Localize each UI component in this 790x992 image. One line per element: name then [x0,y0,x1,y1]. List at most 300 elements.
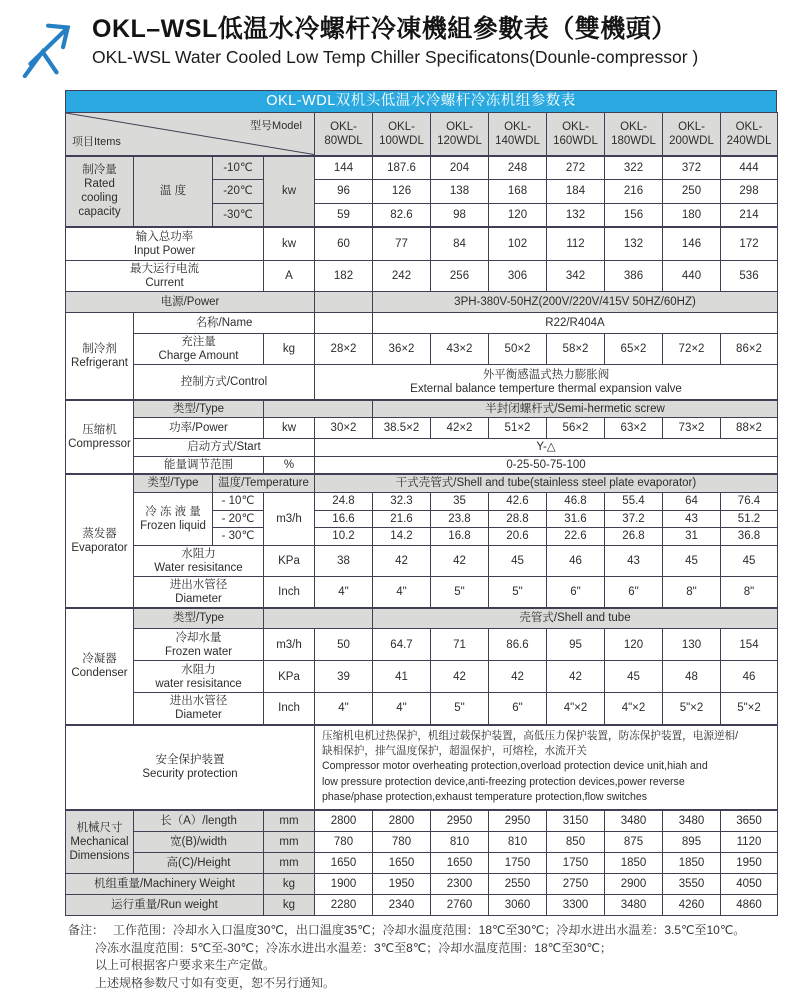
value-cell: 4" [373,693,431,725]
value-cell: 172 [721,227,778,261]
row-width [66,832,778,853]
cell-line: Current [145,277,184,290]
value-cell: 5" [431,693,489,725]
value-cell: 50 [315,629,373,661]
row-evap-water-resistance [66,545,778,576]
value-cell: 875 [605,832,663,853]
value-cell: 38 [315,545,373,576]
unit-kpa: KPa [264,545,315,576]
label-temp-minus20: - 20℃ [213,510,264,527]
cell-line: 最大运行电流 [130,263,199,275]
value-cell: 28.8 [489,510,547,527]
row-control [66,365,778,400]
label-run-weight: 运行重量/Run weight [66,895,264,916]
value-cell: 96 [315,180,373,204]
value-cell: 1120 [721,832,778,853]
value-cell: 4"×2 [605,693,663,725]
note-line: 上述规格参数尺寸如有变更，恕不另行通知。 [95,975,336,990]
value-cell: 2800 [373,810,431,832]
arrow-up-right-icon [22,20,78,78]
unit-m3h: m3/h [264,492,315,545]
cell-line: Charge Amount [158,350,239,363]
value-cell: 8" [663,576,721,608]
model-label: 型号Model [250,120,302,132]
value-cell: 2300 [431,874,489,895]
label-temp-minus30: - 30℃ [213,527,264,545]
value-cell: 14.2 [373,527,431,545]
row-machinery-weight [66,874,778,895]
row-evap-diameter [66,576,778,608]
label-width: 宽(B)/width [134,832,264,853]
page-subtitle: OKL-WSL Water Cooled Low Temp Chiller Specificatons(Dounle-compressor ) [92,47,699,67]
note-line [68,922,777,940]
cell-line: 压缩机 [82,423,117,436]
value-cell: 536 [721,261,778,292]
value-cell: 182 [315,261,373,292]
value-cell: 1650 [373,853,431,874]
group-refrigerant [66,313,134,400]
value-cell: 154 [721,629,778,661]
value-cell: 42 [489,661,547,693]
value-cell: 3150 [547,810,605,832]
row-condenser-type [66,608,778,629]
value-cell: 63×2 [605,417,663,438]
value-cell: 2950 [431,810,489,832]
value-cell: 306 [489,261,547,292]
value-cell: 372 [663,156,721,180]
value-cell: 168 [489,180,547,204]
value-cell: 810 [431,832,489,853]
value-cell: 1650 [315,853,373,874]
cell-line: Security protection [142,768,238,781]
value-cell: 46 [547,545,605,576]
value-cell: 71 [431,629,489,661]
value-cell: 1750 [489,853,547,874]
empty-cell [315,292,373,313]
value-cell: 120 [605,629,663,661]
notes [68,922,777,992]
cell-line: 冷凝器 [82,653,117,666]
label-compressor-power: 功率/Power [134,417,264,438]
unit-mm: mm [264,810,315,832]
cell-line: phase/phase protection,exhaust temperature protection,flow switches [322,791,648,804]
value-cell: 43 [663,510,721,527]
unit-inch: Inch [264,693,315,725]
value-cell: 72×2 [663,334,721,365]
value-cell: 1750 [547,853,605,874]
value-cell: 46 [721,661,778,693]
value-cell: 132 [605,227,663,261]
value-cell: 45 [489,545,547,576]
empty-cell [264,400,373,418]
value-cell: 780 [373,832,431,853]
value-cell: 5"×2 [663,693,721,725]
value-cell: 256 [431,261,489,292]
row-run-weight [66,895,778,916]
value-cell: 3480 [605,895,663,916]
group-compressor [66,400,134,475]
value-cell: 112 [547,227,605,261]
value-cell: 43 [605,545,663,576]
value-cell: 1850 [663,853,721,874]
cell-line: Compressor motor overheating protection,overload protection device unit,hiah and [322,760,708,773]
value-cell: 36×2 [373,334,431,365]
label-type: 类型/Type [134,474,213,492]
value-cell: 2280 [315,895,373,916]
cell-line: 制冷量 [82,163,117,176]
value-cell: 386 [605,261,663,292]
cell-line: 充注量 [181,336,216,349]
note-text: 工作范围：冷却水入口温度30℃，出口温度35℃；冷却水温度范围：18℃至30℃；冷却水进出水温差：3.5℃至10℃。 [113,923,746,938]
value-cell: 22.6 [547,527,605,545]
value-cell: 120 [489,204,547,227]
value-cell: 322 [605,156,663,180]
label-diameter [134,576,264,608]
value-cell: 2800 [315,810,373,832]
value-cell: 82.6 [373,204,431,227]
value-cell: 46.8 [547,492,605,510]
spec-table [65,112,778,916]
value-cell: 180 [663,204,721,227]
cell-line: Refrigerant [71,356,128,369]
label-charge-amount [134,334,264,365]
cell-line: Evaporator [71,541,128,554]
value-cell: 6" [547,576,605,608]
cell-line: Compressor [68,437,131,450]
value-cell: 84 [431,227,489,261]
group-mechanical-dimensions [66,810,134,874]
unit-mm: mm [264,832,315,853]
row-start-mode [66,438,778,456]
column-header-okl-140wdl: OKL- 140WDL [489,113,547,156]
value-cell: 2340 [373,895,431,916]
value-cell: 98 [431,204,489,227]
unit-m3h: m3/h [264,629,315,661]
row-input-power [66,227,778,261]
cell-line: Water resisitance [154,561,243,574]
value-start: Y-△ [315,438,778,456]
value-cell: 130 [663,629,721,661]
column-header-okl-180wdl: OKL- 180WDL [605,113,663,156]
row-security-protection [66,725,778,810]
cell-line: 进出水管径 [169,578,228,591]
label-temp-minus10: -10℃ [213,156,264,180]
label-type: 类型/Type [134,400,264,418]
row-compressor-power [66,417,778,438]
value-cell: 780 [315,832,373,853]
label-current [66,261,264,292]
row-cond-water-resistance [66,661,778,693]
column-header-okl-100wdl: OKL- 100WDL [373,113,431,156]
row-compressor-type [66,400,778,418]
value-cell: 126 [373,180,431,204]
label-input-power [66,227,264,261]
label-control: 控制方式/Control [134,365,315,400]
value-cell: 2760 [431,895,489,916]
label-temp-minus30: -30℃ [213,204,264,227]
value-cell: 1650 [431,853,489,874]
value-cell: 4" [315,693,373,725]
value-cell: 28×2 [315,334,373,365]
label-cooling-water [134,629,264,661]
value-cell: 42 [431,545,489,576]
unit-percent: % [264,456,315,474]
value-cell: 56×2 [547,417,605,438]
value-cell: 2950 [489,810,547,832]
value-cell: 1850 [605,853,663,874]
column-header-okl-120wdl: OKL- 120WDL [431,113,489,156]
value-cell: 31 [663,527,721,545]
model-header-row [66,113,778,156]
label-water-resistance [134,661,264,693]
value-cell: 3060 [489,895,547,916]
value-cell: 298 [721,180,778,204]
label-frozen-liquid [134,492,213,545]
value-cell: 3300 [547,895,605,916]
column-header-okl-160wdl: OKL- 160WDL [547,113,605,156]
value-cell: 156 [605,204,663,227]
value-cell: 242 [373,261,431,292]
column-header-okl-200wdl: OKL- 200WDL [663,113,721,156]
value-cell: 3650 [721,810,778,832]
group-evaporator [66,474,134,608]
cell-line: 安全保护装置 [155,754,225,767]
value-cell: 73×2 [663,417,721,438]
value-cell: 6" [489,693,547,725]
value-cell: 42 [431,661,489,693]
value-cell: 1900 [315,874,373,895]
row-current [66,261,778,292]
unit-kw: kw [264,227,315,261]
value-cell: 204 [431,156,489,180]
value-cell: 30×2 [315,417,373,438]
value-cell: 250 [663,180,721,204]
value-cell: 48 [663,661,721,693]
row-cond-diameter [66,693,778,725]
label-energy-range: 能量调节范围 [134,456,264,474]
cell-line: 蒸发器 [82,527,117,540]
row-evaporator-type [66,474,778,492]
value-cell: 16.6 [315,510,373,527]
value-cell: 45 [605,661,663,693]
value-cell: 4" [315,576,373,608]
value-cell: 37.2 [605,510,663,527]
value-cell: 138 [431,180,489,204]
row-height [66,853,778,874]
row-length [66,810,778,832]
value-cell: 50×2 [489,334,547,365]
unit-mm: mm [264,853,315,874]
value-cell: 146 [663,227,721,261]
value-cell: 26.8 [605,527,663,545]
cell-line: Condenser [71,667,128,680]
label-temperature-col: 温度/Temperature [213,474,315,492]
cell-line: 机械尺寸 [76,821,123,834]
row-frozen-liquid-minus10 [66,492,778,510]
value-cell: 42 [547,661,605,693]
value-cell: 24.8 [315,492,373,510]
cell-line: capacity [78,206,121,219]
value-cell: 2750 [547,874,605,895]
title-block [92,14,698,68]
row-power-supply [66,292,778,313]
value-cell: 95 [547,629,605,661]
label-length: 长（A）/length [134,810,264,832]
unit-a: A [264,261,315,292]
unit-inch: Inch [264,576,315,608]
value-cell: 2900 [605,874,663,895]
value-cell: 42.6 [489,492,547,510]
cell-line: External balance temperture thermal expansion valve [410,382,682,395]
value-cell: 1950 [721,853,778,874]
items-label: 项目Items [72,136,121,149]
group-rated-cooling-capacity [66,156,134,227]
table-title-bar: OKL-WDL双机头低温水冷螺杆冷冻机组参数表 [65,90,777,112]
unit-kw: kw [264,156,315,227]
cell-line: 冷却水量 [175,631,222,644]
value-cell: 64.7 [373,629,431,661]
value-cell: 58×2 [547,334,605,365]
label-start: 启动方式/Start [134,438,315,456]
cell-line: Frozen liquid [140,519,206,532]
value-cell: 88×2 [721,417,778,438]
value-evaporator-type: 干式壳管式/Shell and tube(stainless steel plate evaporator) [315,474,778,492]
row-refrigerant-name [66,313,778,334]
cell-line: water resisitance [155,677,242,690]
cell-line: Rated [84,177,115,190]
column-header-okl-240wdl: OKL- 240WDL [721,113,778,156]
value-cell: 895 [663,832,721,853]
value-cell: 65×2 [605,334,663,365]
label-temperature: 温 度 [134,156,213,227]
value-cell: 38.5×2 [373,417,431,438]
spec-sheet [65,90,777,992]
value-control [315,365,778,400]
note-line: 以上可根据客户要求来生产定做。 [95,958,276,973]
value-cell: 4"×2 [547,693,605,725]
value-cell: 20.6 [489,527,547,545]
value-cell: 214 [721,204,778,227]
value-cell: 59 [315,204,373,227]
value-cell: 10.2 [315,527,373,545]
value-cell: 850 [547,832,605,853]
cell-line: Input Power [133,244,196,257]
value-cell: 16.8 [431,527,489,545]
value-cell: 51×2 [489,417,547,438]
note-line: 冷冻水温度范围：5℃至-30℃；冷冻水进出水温差：3℃至8℃；冷却水温度范围：18℃至30℃； [95,940,612,955]
value-cell: 36.8 [721,527,778,545]
unit-kg: kg [264,874,315,895]
cell-line: Diameter [175,709,222,722]
label-temp-minus20: -20℃ [213,180,264,204]
label-height: 高(C)/Height [134,853,264,874]
label-water-resistance [134,545,264,576]
unit-kg: kg [264,334,315,365]
label-diameter [134,693,264,725]
cell-line: Frozen water [164,645,233,658]
value-cell: 64 [663,492,721,510]
value-cell: 184 [547,180,605,204]
unit-kpa: KPa [264,661,315,693]
group-condenser [66,608,134,725]
value-cell: 248 [489,156,547,180]
value-cell: 2550 [489,874,547,895]
cell-line: 制冷剂 [82,342,117,355]
value-cell: 60 [315,227,373,261]
value-cell: 35 [431,492,489,510]
value-cell: 77 [373,227,431,261]
value-cell: 4" [373,576,431,608]
label-temp-minus10: - 10℃ [213,492,264,510]
value-cell: 144 [315,156,373,180]
spec-table-body [66,156,778,916]
column-header-okl-80wdl: OKL- 80WDL [315,113,373,156]
value-cell: 42 [373,545,431,576]
value-cell: 86×2 [721,334,778,365]
value-cell: 21.6 [373,510,431,527]
cell-line: low pressure protection device,anti-freezing protection devices,power reverse [322,775,685,788]
cell-line: Mechanical [70,835,129,848]
cell-line: 缺相保护，排气温度保护，超温保护，可熔栓，水流开关 [322,745,587,758]
row-cooling-water [66,629,778,661]
value-cell: 51.2 [721,510,778,527]
row-cooling-minus10 [66,156,778,180]
cell-line: 水阻力 [181,547,216,560]
value-cell: 272 [547,156,605,180]
value-condenser-type: 壳管式/Shell and tube [373,608,778,629]
value-cell: 216 [605,180,663,204]
value-cell: 3480 [605,810,663,832]
cell-line: 冷 冻 液 量 [145,505,201,518]
value-cell: 4260 [663,895,721,916]
value-cell: 5"×2 [721,693,778,725]
value-cell: 5" [431,576,489,608]
value-cell: 6" [605,576,663,608]
value-cell: 187.6 [373,156,431,180]
value-cell: 810 [489,832,547,853]
cell-line: 输入总功率 [135,230,194,243]
value-power-supply: 3PH-380V-50HZ(200V/220V/415V 50HZ/60HZ) [373,292,778,313]
value-cell: 4050 [721,874,778,895]
items-model-corner-cell [66,113,315,156]
empty-cell [264,608,373,629]
value-cell: 42×2 [431,417,489,438]
cell-line: 压缩机电机过热保护，机组过载保护装置，高低压力保护装置，防冻保护装置，电源逆相/ [322,729,739,742]
row-charge-amount [66,334,778,365]
label-name: 名称/Name [134,313,315,334]
value-cell: 45 [721,545,778,576]
cell-line: Diameter [175,592,222,605]
label-security-protection [66,725,315,810]
value-compressor-type: 半封闭螺杆式/Semi-hermetic screw [373,400,778,418]
value-cell: 23.8 [431,510,489,527]
label-machinery-weight: 机组重量/Machinery Weight [66,874,264,895]
value-cell: 41 [373,661,431,693]
value-cell: 3480 [663,810,721,832]
unit-kg: kg [264,895,315,916]
value-cell: 8" [721,576,778,608]
value-cell: 342 [547,261,605,292]
value-energy-range: 0-25-50-75-100 [315,456,778,474]
note-label: 备注： [68,923,105,938]
label-power-supply: 电源/Power [66,292,315,313]
cell-line: 外平衡感温式热力膨胀阀 [482,368,610,381]
value-cell: 31.6 [547,510,605,527]
value-cell: 55.4 [605,492,663,510]
value-cell: 132 [547,204,605,227]
empty-cell [315,313,373,334]
value-cell: 43×2 [431,334,489,365]
